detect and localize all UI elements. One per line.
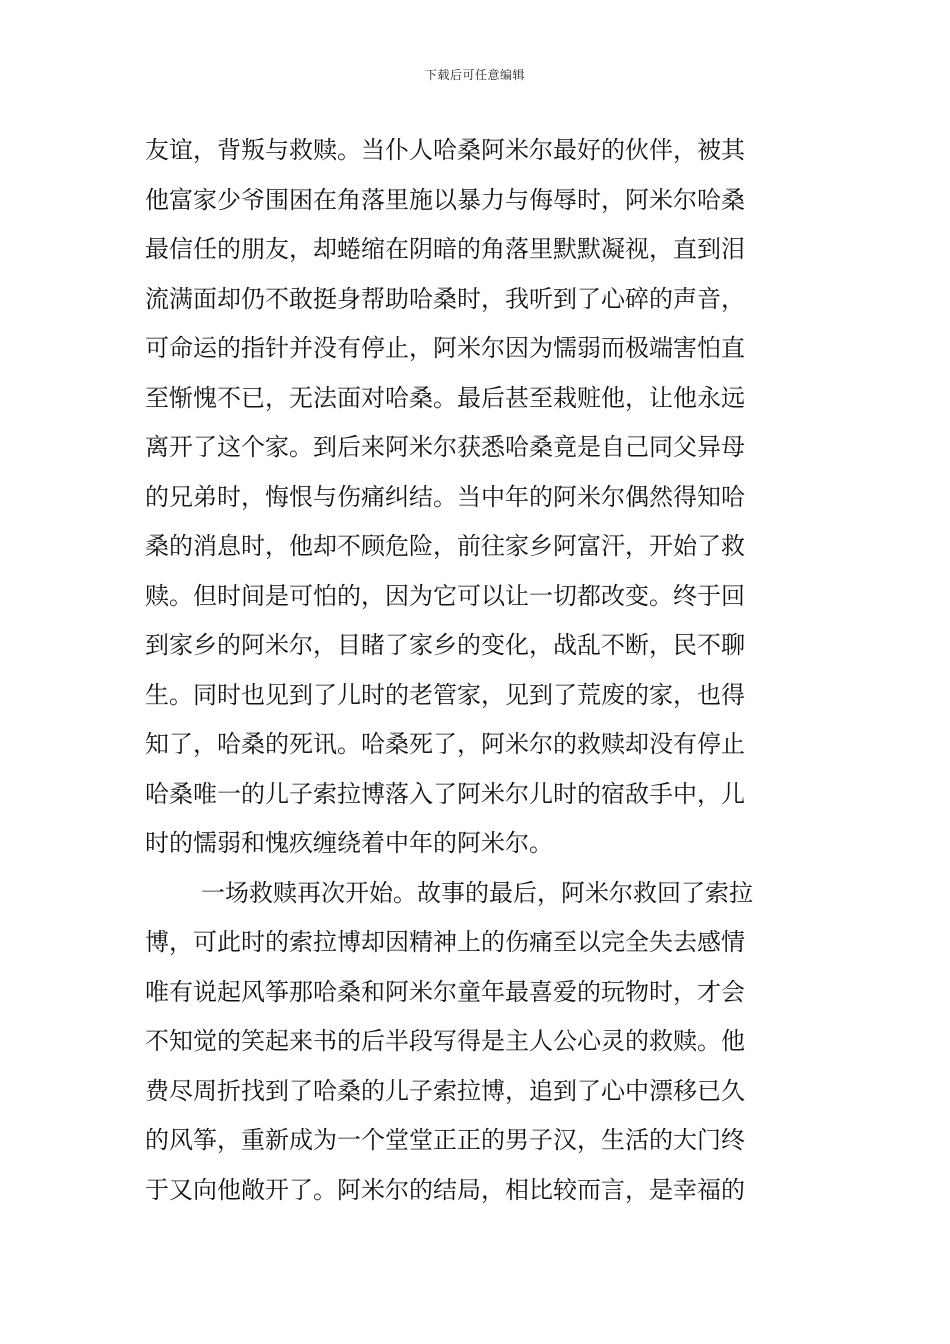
text-line: 时的懦弱和愧疚缠绕着中年的阿米尔。	[145, 829, 553, 857]
text-line: 他富家少爷围困在角落里施以暴力与侮辱时，阿米尔哈桑	[145, 185, 745, 214]
text-line: 可命运的指针并没有停止，阿米尔因为懦弱而极端害怕直	[145, 334, 745, 362]
text-line: 到家乡的阿米尔，目睹了家乡的变化，战乱不断，民不聊	[145, 631, 745, 659]
text-line: 费尽周折找到了哈桑的儿子索拉博，追到了心中漂移已久	[145, 1076, 745, 1105]
text-line: 生。同时也见到了儿时的老管家，见到了荒废的家，也得	[145, 680, 745, 709]
text-line: 的风筝，重新成为一个堂堂正正的男子汉，生活的大门终	[145, 1126, 745, 1154]
text-line: 最信任的朋友，却蜷缩在阴暗的角落里默默凝视，直到泪	[145, 235, 745, 263]
text-line: 唯有说起风筝那哈桑和阿米尔童年最喜爱的玩物时，才会	[145, 977, 745, 1006]
text-line: 离开了这个家。到后来阿米尔获悉哈桑竟是自己同父异母	[145, 433, 745, 461]
text-line: 至惭愧不已，无法面对哈桑。最后甚至栽赃他，让他永远	[145, 383, 745, 412]
text-line: 哈桑唯一的儿子索拉博落入了阿米尔儿时的宿敌手中，儿	[145, 779, 745, 808]
text-line: 博，可此时的索拉博却因精神上的伤痛至以完全失去感情	[145, 928, 745, 956]
text-line: 不知觉的笑起来书的后半段写得是主人公心灵的救赎。他	[145, 1027, 745, 1055]
text-line: 于又向他敞开了。阿米尔的结局，相比较而言，是幸福的	[145, 1175, 745, 1204]
text-line: 赎。但时间是可怕的，因为它可以让一切都改变。终于回	[145, 581, 745, 610]
page-header: 下载后可任意编辑	[424, 68, 525, 82]
text-line: 的兄弟时，悔恨与伤痛纠结。当中年的阿米尔偶然得知哈	[145, 482, 745, 511]
text-line: 流满面却仍不敢挺身帮助哈桑时，我听到了心碎的声音，	[145, 284, 745, 313]
paragraph-start-line: 一场救赎再次开始。故事的最后，阿米尔救回了索拉	[201, 878, 753, 907]
document-body	[145, 126, 810, 1215]
text-line: 知了，哈桑的死讯。哈桑死了，阿米尔的救赎却没有停止	[145, 730, 745, 758]
text-line: 友谊，背叛与救赎。当仆人哈桑阿米尔最好的伙伴，被其	[145, 136, 745, 164]
text-line: 桑的消息时，他却不顾危险，前往家乡阿富汗，开始了救	[145, 532, 745, 560]
